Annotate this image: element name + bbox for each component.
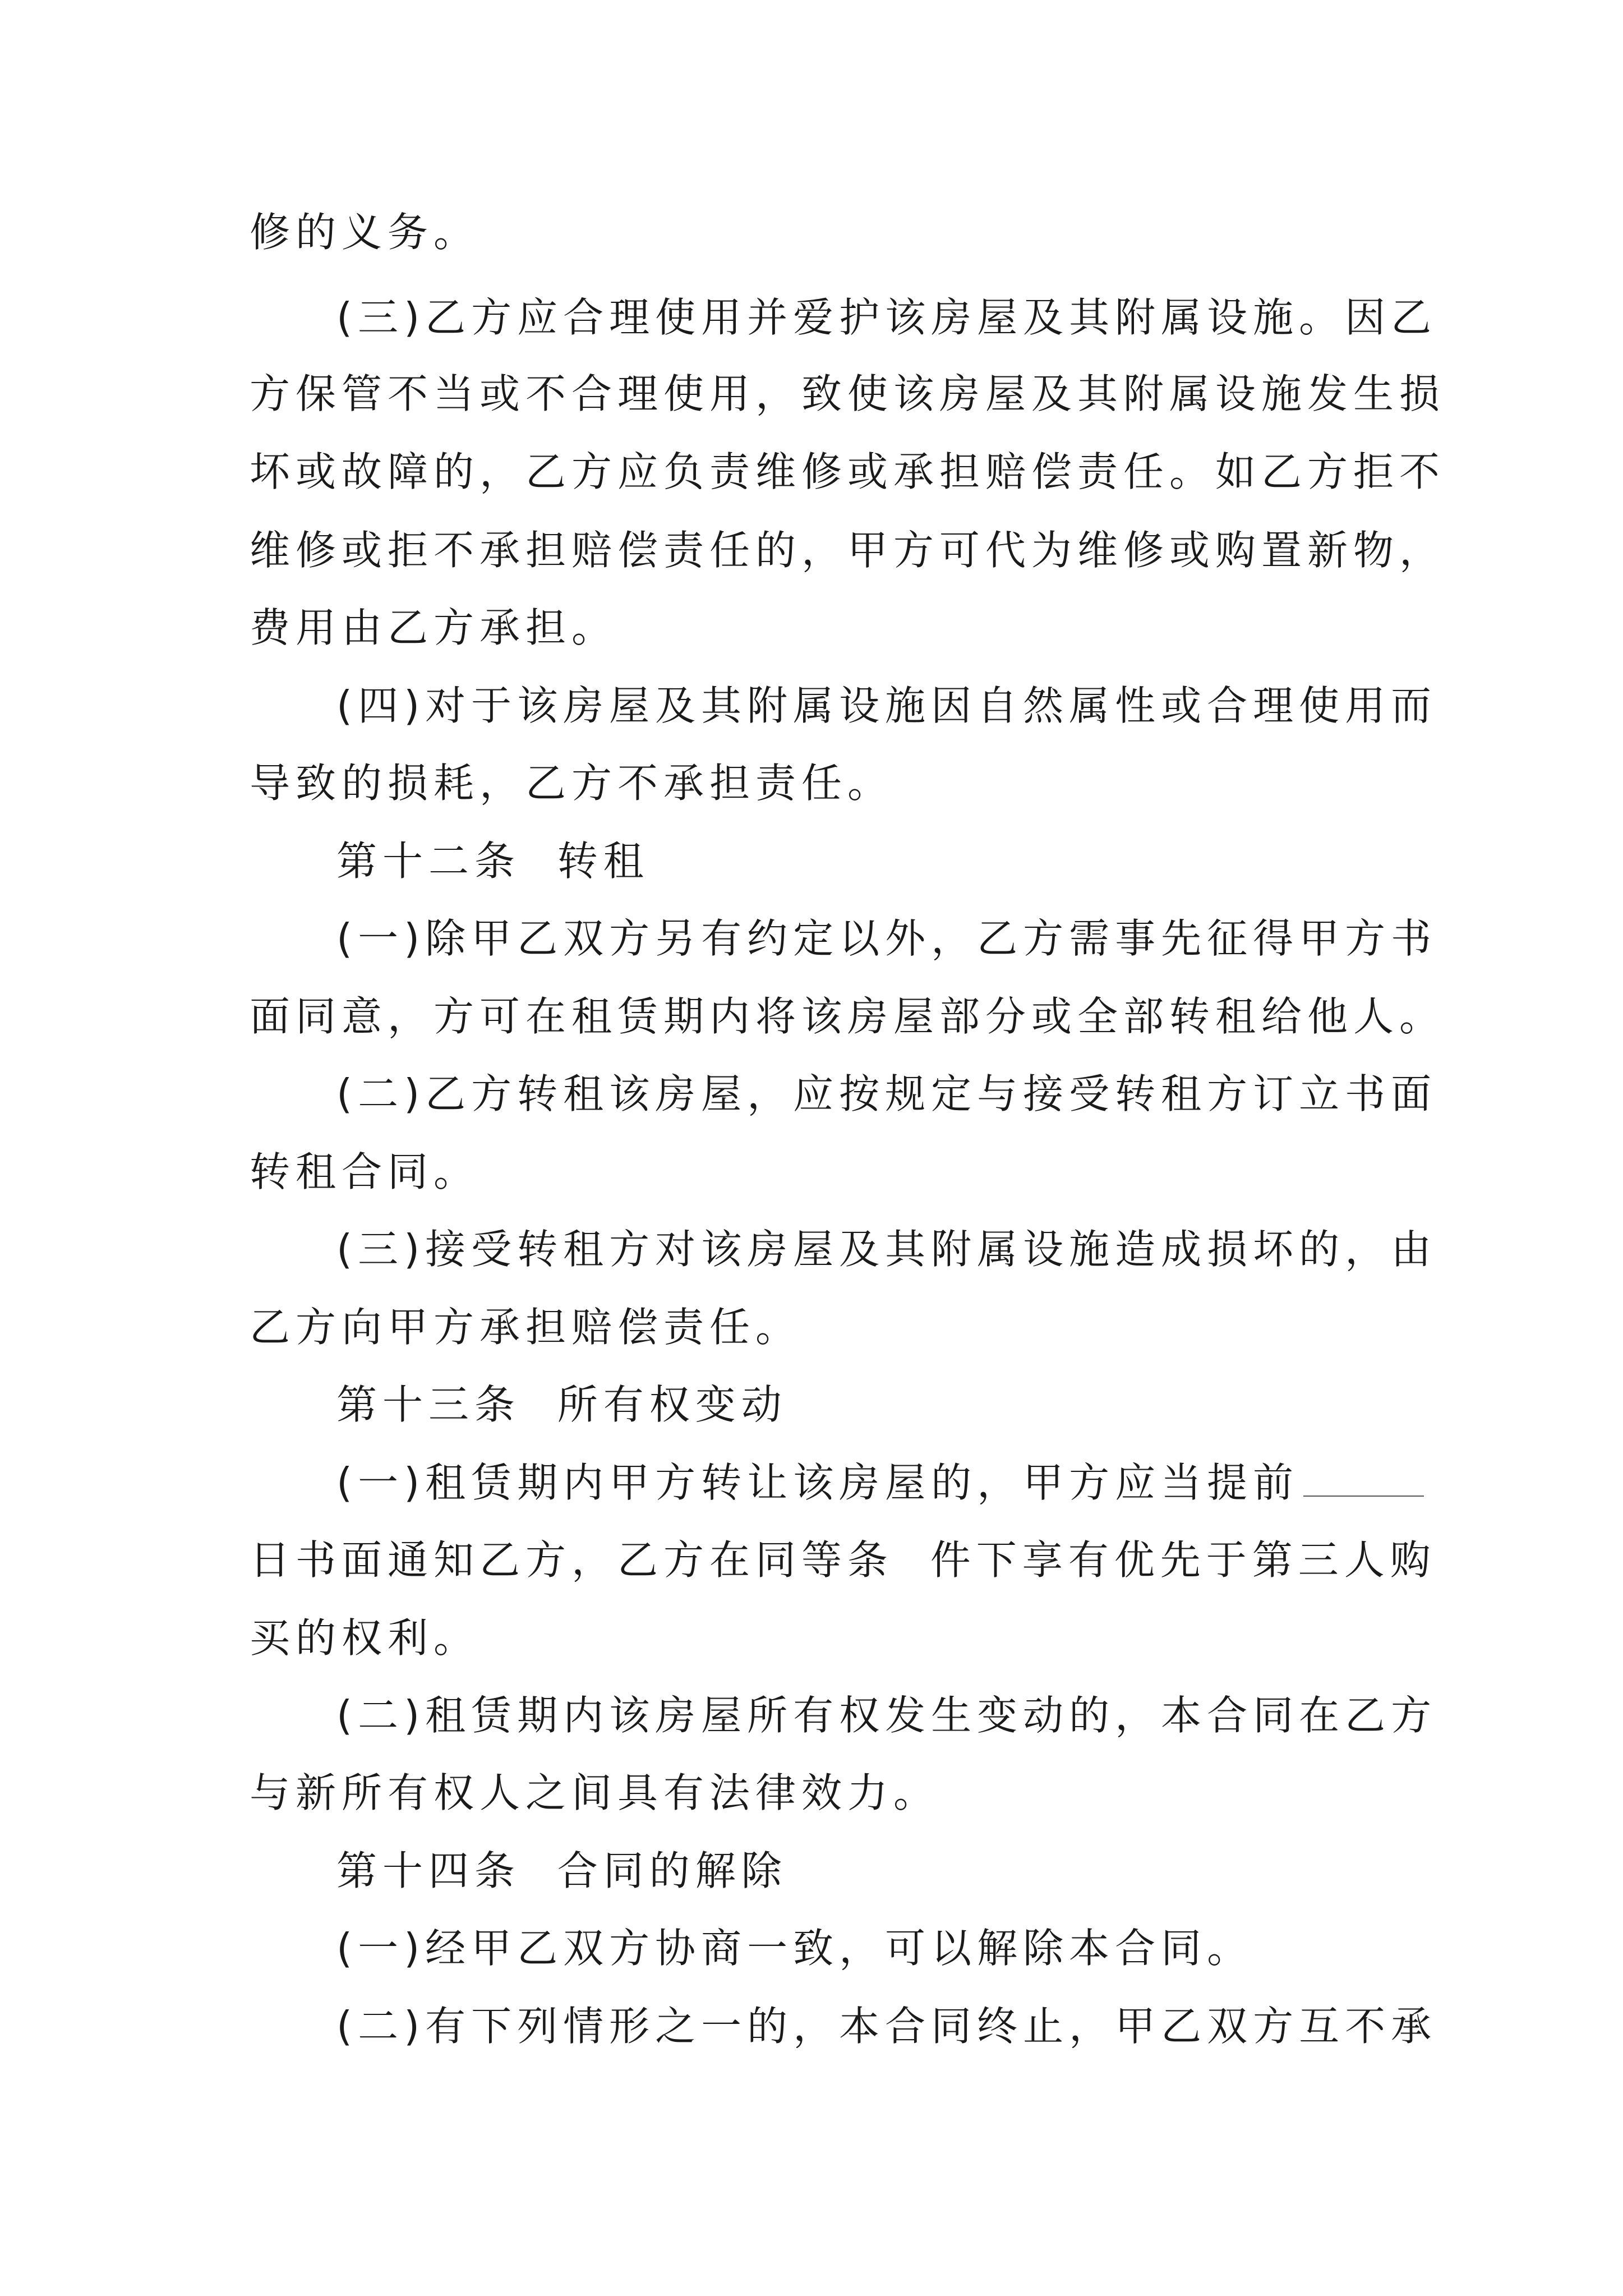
section-heading: 第十三条 所有权变动 — [336, 1381, 787, 1428]
text-line: 乙方向甲方承担赔偿责任。 — [250, 1304, 802, 1351]
text-line: (一)经甲乙双方协商一致，可以解除本合同。 — [336, 1925, 1253, 1972]
text-line: 日书面通知乙方，乙方在同等条 件下享有优先于第三人购 — [250, 1536, 1436, 1584]
text-line: 坏或故障的，乙方应负责维修或承担赔偿责任。如乙方拒不 — [250, 448, 1446, 495]
text-line: 导致的损耗，乙方不承担责任。 — [250, 760, 894, 807]
text-line: (二)乙方转租该房屋，应按规定与接受转租方订立书面 — [336, 1070, 1437, 1117]
text-line: 方保管不当或不合理使用，致使该房屋及其附属设施发生损 — [250, 370, 1446, 417]
text-line: 与新所有权人之间具有法律效力。 — [250, 1769, 940, 1816]
text-line: (三)接受转租方对该房屋及其附属设施造成损坏的，由 — [336, 1226, 1437, 1273]
text-line: (二)租赁期内该房屋所有权发生变动的，本合同在乙方 — [336, 1692, 1437, 1739]
text-segment: (一)租赁期内甲方转让该房屋的，甲方应当提前 — [336, 1459, 1299, 1506]
section-heading: 第十二条 转租 — [336, 838, 649, 885]
text-line: 费用由乙方承担。 — [250, 604, 618, 651]
text-line: (二)有下列情形之一的，本合同终止，甲乙双方互不承 — [336, 2003, 1437, 2050]
text-line: 维修或拒不承担赔偿责任的，甲方可代为维修或购置新物， — [250, 527, 1446, 574]
text-line: (三)乙方应合理使用并爱护该房屋及其附属设施。因乙 — [336, 294, 1437, 341]
text-line: 转租合同。 — [250, 1148, 480, 1195]
text-line: (一)除甲乙双方另有约定以外，乙方需事先征得甲方书 — [336, 915, 1437, 962]
section-heading: 第十四条 合同的解除 — [336, 1847, 787, 1894]
text-line: (四)对于该房屋及其附属设施因自然属性或合理使用而 — [336, 682, 1437, 729]
text-line: 买的权利。 — [250, 1614, 480, 1662]
text-line: 面同意，方可在租赁期内将该房屋部分或全部转租给他人。 — [250, 993, 1446, 1040]
text-line-with-blank — [336, 1459, 1424, 1506]
text-line: 修的义务。 — [250, 209, 480, 256]
fill-in-blank — [1303, 1462, 1424, 1497]
